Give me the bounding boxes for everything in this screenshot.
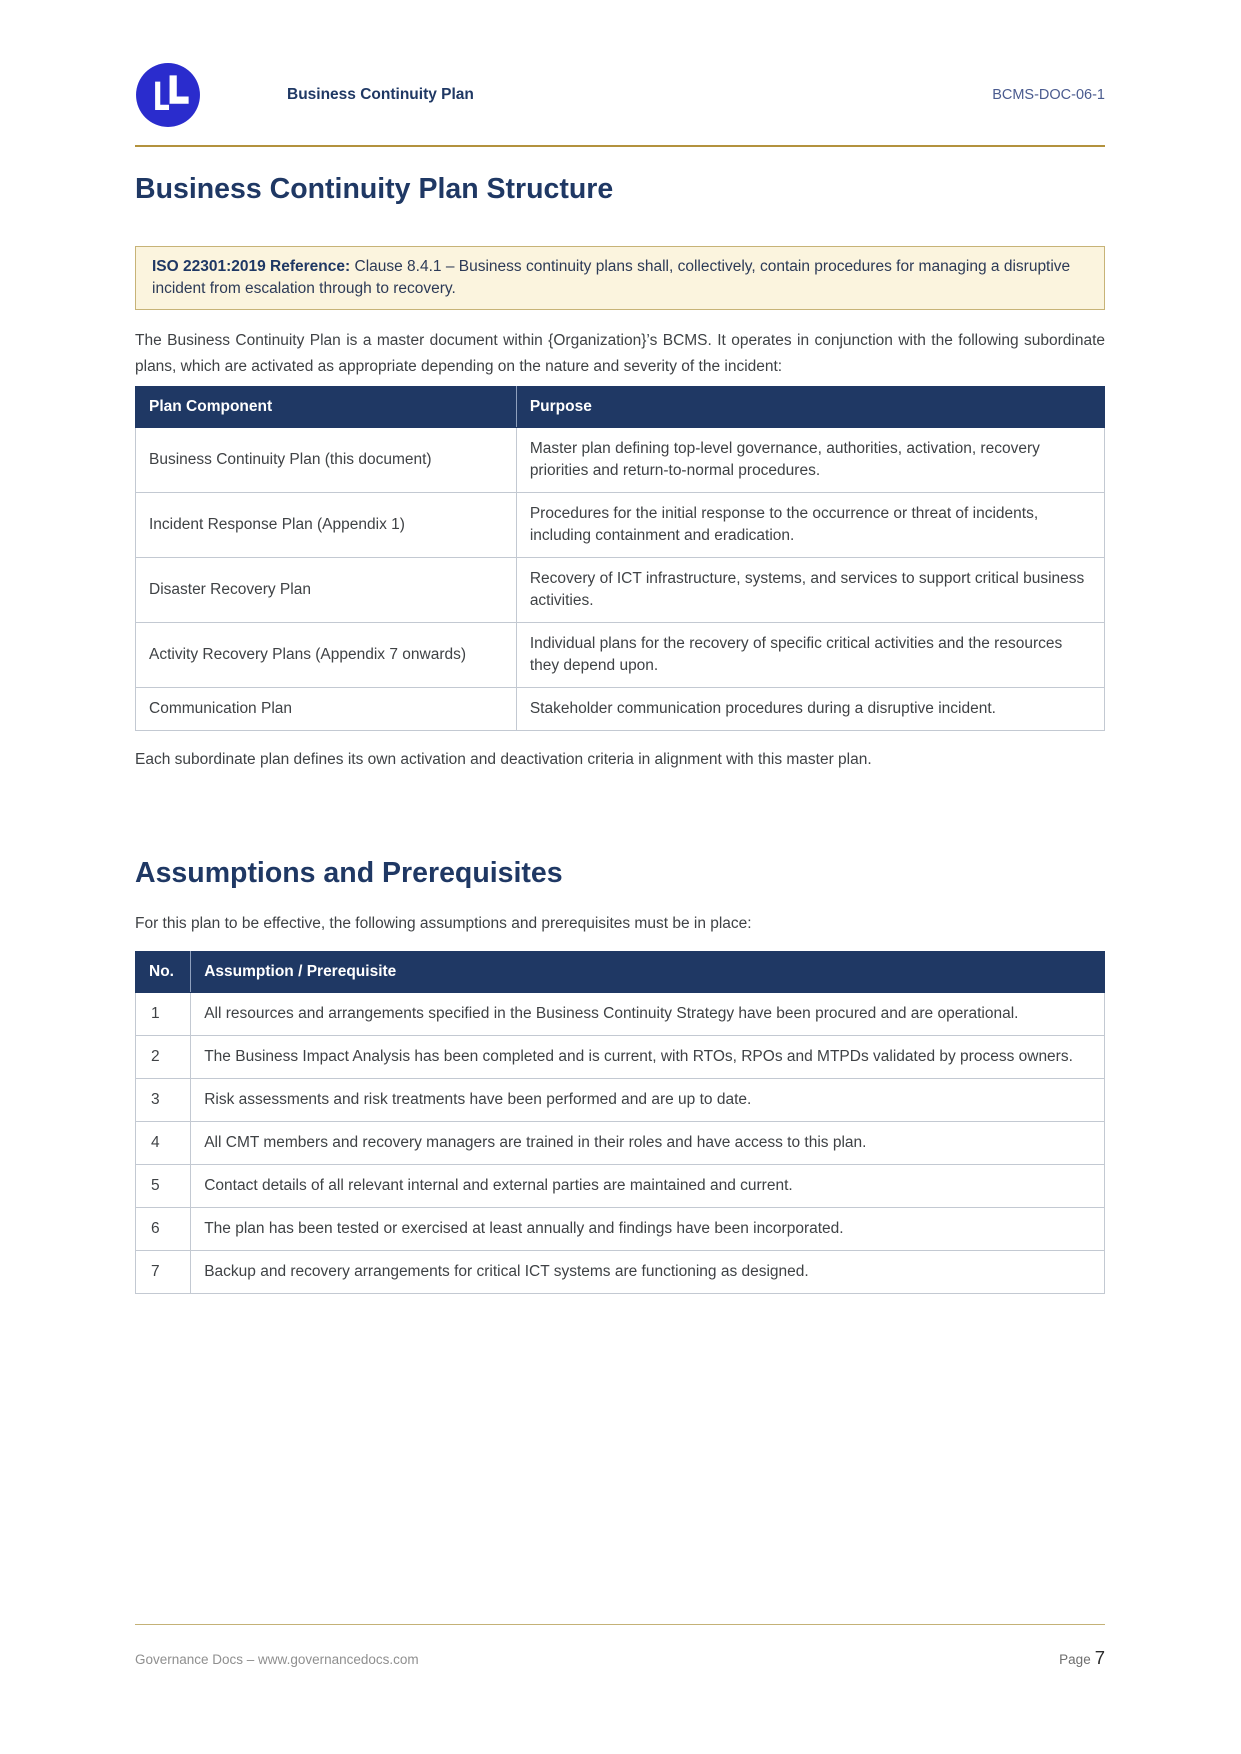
page-number: 7 <box>1094 1647 1105 1668</box>
table-row <box>136 1165 1105 1208</box>
purpose-cell: Master plan defining top-level governance, authorities, activation, recovery priorities and return-to-normal procedures. <box>516 428 1104 493</box>
plan-component-cell: Communication Plan <box>136 688 517 731</box>
table-row <box>136 428 1105 493</box>
header-divider <box>135 145 1105 147</box>
table-row <box>136 623 1105 688</box>
section-heading-assumptions: Assumptions and Prerequisites <box>135 857 563 889</box>
assumption-text-cell: The plan has been tested or exercised at least annually and findings have been incorporated. <box>191 1208 1105 1251</box>
page-label: Page <box>1059 1652 1091 1667</box>
assumption-number-cell: 5 <box>136 1165 191 1208</box>
assumptions-intro-paragraph: For this plan to be effective, the following assumptions and prerequisites must be in place: <box>135 915 752 932</box>
column-header-no: No. <box>136 952 191 993</box>
company-logo-icon <box>135 62 201 128</box>
iso-reference-text: Clause 8.4.1 – Business continuity plans shall, collectively, contain procedures for managing a disruptive incident from escalation through to recovery. <box>152 258 1071 297</box>
column-header-plan-component: Plan Component <box>136 387 517 428</box>
column-header-purpose: Purpose <box>516 387 1104 428</box>
iso-reference-callout <box>135 246 1105 310</box>
table-row <box>136 1208 1105 1251</box>
document-footer <box>135 1624 1105 1669</box>
table-row <box>136 558 1105 623</box>
assumption-text-cell: Contact details of all relevant internal and external parties are maintained and current. <box>191 1165 1105 1208</box>
assumption-number-cell: 6 <box>136 1208 191 1251</box>
footer-divider <box>135 1624 1105 1625</box>
table-row <box>136 493 1105 558</box>
plan-component-cell: Activity Recovery Plans (Appendix 7 onwards) <box>136 623 517 688</box>
column-header-assumption: Assumption / Prerequisite <box>191 952 1105 993</box>
header-document-id: BCMS-DOC-06-1 <box>992 87 1105 103</box>
table-row <box>136 1079 1105 1122</box>
assumption-number-cell: 2 <box>136 1036 191 1079</box>
table-row <box>136 1251 1105 1294</box>
plan-component-cell: Business Continuity Plan (this document) <box>136 428 517 493</box>
purpose-cell: Stakeholder communication procedures during a disruptive incident. <box>516 688 1104 731</box>
table-header-row <box>136 952 1105 993</box>
assumption-text-cell: The Business Impact Analysis has been completed and is current, with RTOs, RPOs and MTPDs validated by process owners. <box>191 1036 1105 1079</box>
footer-page-indicator <box>1059 1647 1105 1669</box>
plan-component-cell: Disaster Recovery Plan <box>136 558 517 623</box>
plan-structure-outro-paragraph: Each subordinate plan defines its own activation and deactivation criteria in alignment with this master plan. <box>135 751 872 768</box>
assumption-number-cell: 7 <box>136 1251 191 1294</box>
plan-component-cell: Incident Response Plan (Appendix 1) <box>136 493 517 558</box>
table-header-row <box>136 387 1105 428</box>
assumption-text-cell: Risk assessments and risk treatments have been performed and are up to date. <box>191 1079 1105 1122</box>
table-row <box>136 688 1105 731</box>
table-row <box>136 1036 1105 1079</box>
assumptions-table <box>135 951 1105 1294</box>
table-row <box>136 993 1105 1036</box>
assumption-text-cell: All CMT members and recovery managers are trained in their roles and have access to this plan. <box>191 1122 1105 1165</box>
assumption-number-cell: 3 <box>136 1079 191 1122</box>
section-heading-plan-structure: Business Continuity Plan Structure <box>135 173 614 205</box>
plan-structure-intro-paragraph: The Business Continuity Plan is a master document within {Organization}’s BCMS. It operates in conjunction with the following subordinate plans, which are activated as appropriate depending on the nature and severity of the incident: <box>135 332 1105 375</box>
plan-components-table <box>135 386 1105 731</box>
assumption-text-cell: Backup and recovery arrangements for critical ICT systems are functioning as designed. <box>191 1251 1105 1294</box>
assumption-number-cell: 4 <box>136 1122 191 1165</box>
assumption-text-cell: All resources and arrangements specified in the Business Continuity Strategy have been procured and are operational. <box>191 993 1105 1036</box>
document-header <box>135 0 1105 128</box>
purpose-cell: Procedures for the initial response to the occurrence or threat of incidents, including containment and eradication. <box>516 493 1104 558</box>
purpose-cell: Recovery of ICT infrastructure, systems, and services to support critical business activities. <box>516 558 1104 623</box>
purpose-cell: Individual plans for the recovery of specific critical activities and the resources they depend upon. <box>516 623 1104 688</box>
table-row <box>136 1122 1105 1165</box>
footer-publisher-text: Governance Docs – www.governancedocs.com <box>135 1652 419 1667</box>
iso-reference-label: ISO 22301:2019 Reference: <box>152 258 351 275</box>
header-document-title: Business Continuity Plan <box>287 86 474 103</box>
assumption-number-cell: 1 <box>136 993 191 1036</box>
